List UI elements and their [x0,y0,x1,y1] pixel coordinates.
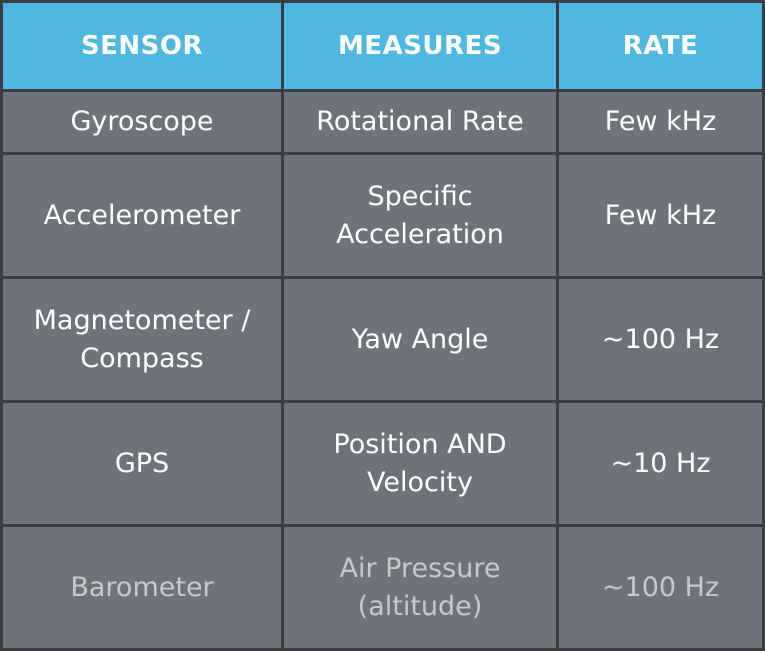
sensor-cell [3,403,281,524]
sensor-name: Gyroscope [70,106,214,138]
sensor-cell [3,527,281,648]
table-row [3,92,762,152]
header-row [3,3,762,89]
rate-cell: Few kHz [559,92,762,152]
rate-cell: ~100 Hz [559,527,762,648]
measures-cell [284,403,556,524]
header-measures: MEASURES [284,3,556,89]
sensor-cell [3,279,281,400]
measures-text: Specific [367,180,473,212]
header-rate: RATE [559,3,762,89]
table-row [3,527,762,648]
measures-text: (altitude) [357,590,483,622]
sensor-name: Magnetometer / [33,304,251,336]
measures-text: Acceleration [336,218,504,250]
header-sensor: SENSOR [3,3,281,89]
sensor-name: Compass [80,342,204,374]
measures-cell [284,92,556,152]
table-row [3,155,762,276]
measures-text: Position AND [333,428,507,460]
table-row [3,403,762,524]
measures-text: Yaw Angle [351,323,489,355]
measures-text: Air Pressure [339,552,501,584]
measures-cell [284,279,556,400]
measures-cell [284,527,556,648]
rate-cell: ~100 Hz [559,279,762,400]
sensor-cell [3,155,281,276]
sensor-cell [3,92,281,152]
measures-text: Rotational Rate [316,106,524,138]
sensor-name: Barometer [70,571,214,603]
sensor-name: GPS [114,447,170,479]
sensor-name: Accelerometer [43,199,241,231]
rate-cell: ~10 Hz [559,403,762,524]
table-row [3,279,762,400]
rate-cell: Few kHz [559,155,762,276]
measures-text: Velocity [367,466,473,498]
measures-cell [284,155,556,276]
